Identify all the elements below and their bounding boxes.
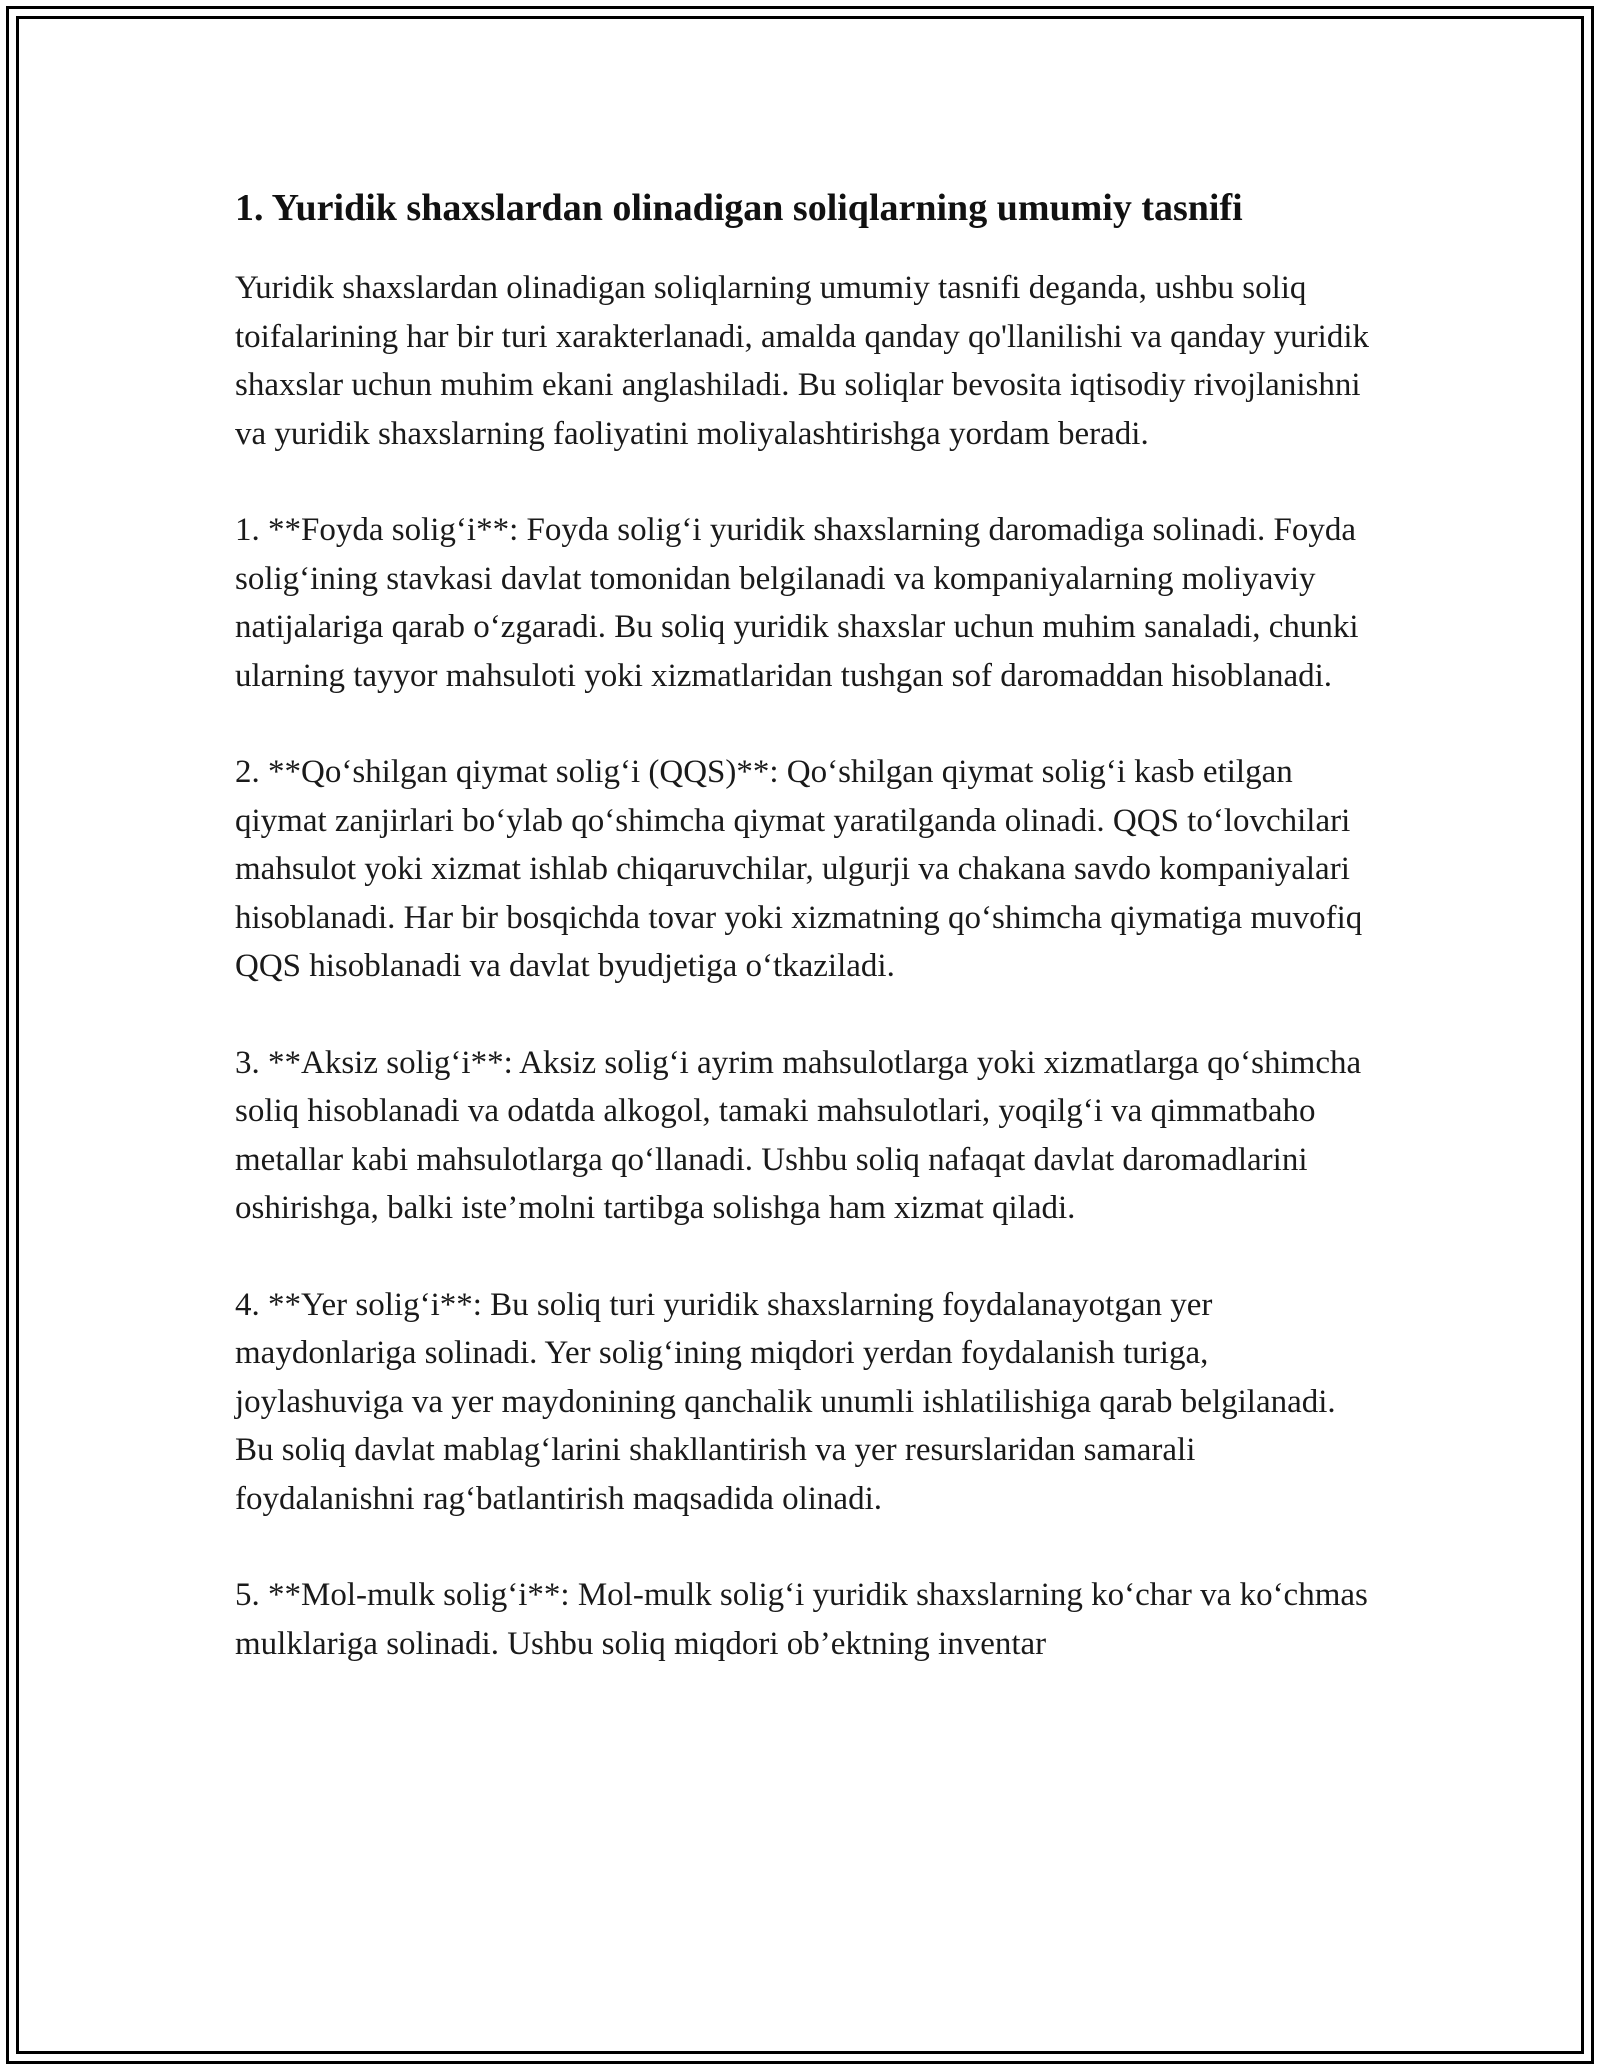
document-body [235, 178, 1375, 1716]
paragraph-land-tax: 4. **Yer solig‘i**: Bu soliq turi yuridik shaxslarning foydalanayotgan yer maydonlariga solinadi. Yer solig‘ining miqdori yerdan foydalanish turiga, joylashuviga va yer maydonining qanchalik unumli ishlatilishiga qarab belgilanadi. Bu soliq davlat mablag‘larini shakllantirish va yer resurslaridan samarali foydalanishni rag‘batlantirish maqsadida olinadi. [235, 1286, 1336, 1517]
intro-paragraph: Yuridik shaxslardan olinadigan soliqlarning umumiy tasnifi deganda, ushbu soliq toifalarining har bir turi xarakterlanadi, amalda qanday qo'llanilishi va qanday yuridik shaxslar uchun muhim ekani anglashiladi. Bu soliqlar bevosita iqtisodiy rivojlanishni va yuridik shaxslarning faoliyatini moliyalashtirishga yordam beradi. [235, 270, 1369, 452]
section-heading: 1. Yuridik shaxslardan olinadigan soliqlarning umumiy tasnifi [235, 187, 1243, 229]
paragraph-property-tax: 5. **Mol-mulk solig‘i**: Mol-mulk solig‘i yuridik shaxslarning ko‘char va ko‘chmas mulklariga solinadi. Ushbu soliq miqdori ob’ektning inventar [235, 1577, 1368, 1662]
paragraph-excise-tax: 3. **Aksiz solig‘i**: Aksiz solig‘i ayrim mahsulotlarga yoki xizmatlarga qo‘shimcha soliq hisoblanadi va odatda alkogol, tamaki mahsulotlari, yoqilg‘i va qimmatbaho metallar kabi mahsulotlarga qo‘llanadi. Ushbu soliq nafaqat davlat daromadlarini oshirishga, balki iste’molni tartibga solishga ham xizmat qiladi. [235, 1044, 1362, 1226]
paragraph-profit-tax: 1. **Foyda solig‘i**: Foyda solig‘i yuridik shaxslarning daromadiga solinadi. Foyda solig‘ining stavkasi davlat tomonidan belgilanadi va kompaniyalarning moliyaviy natijalariga qarab o‘zgaradi. Bu soliq yuridik shaxslar uchun muhim sanaladi, chunki ularning tayyor mahsuloti yoki xizmatlaridan tushgan sof daromaddan hisoblanadi. [235, 512, 1359, 694]
paragraph-vat: 2. **Qo‘shilgan qiymat solig‘i (QQS)**: Qo‘shilgan qiymat solig‘i kasb etilgan qiymat zanjirlari bo‘ylab qo‘shimcha qiymat yaratilganda olinadi. QQS to‘lovchilari mahsulot yoki xizmat ishlab chiqaruvchilar, ulgurji va chakana savdo kompaniyalari hisoblanadi. Har bir bosqichda tovar yoki xizmatning qo‘shimcha qiymatiga muvofiq QQS hisoblanadi va davlat byudjetiga o‘tkaziladi. [235, 754, 1363, 984]
